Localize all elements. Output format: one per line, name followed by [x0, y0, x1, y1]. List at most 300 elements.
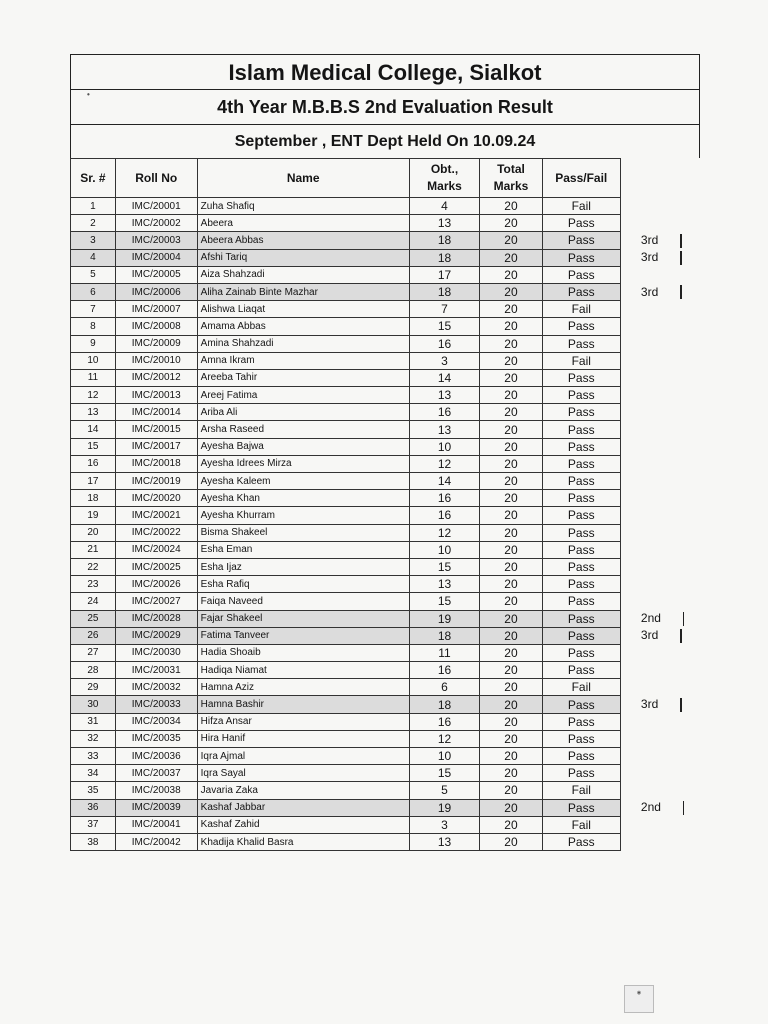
pass-fail-cell: Pass [542, 369, 620, 386]
rank-cell [620, 455, 699, 472]
table-row [71, 524, 700, 541]
roll-cell: IMC/20025 [115, 558, 197, 575]
pass-fail-cell: Fail [542, 679, 620, 696]
sr-cell: 2 [71, 215, 116, 232]
pass-fail-cell: Pass [542, 507, 620, 524]
rank-cell [620, 490, 699, 507]
rank-cell [620, 283, 699, 300]
rank-label: 3rd [640, 628, 659, 643]
roll-cell: IMC/20008 [115, 318, 197, 335]
col-obt-line2: Marks [427, 179, 462, 193]
obt-marks-cell: 19 [409, 799, 480, 816]
obt-marks-cell: 15 [409, 318, 480, 335]
table-row [71, 438, 700, 455]
pass-fail-cell: Fail [542, 352, 620, 369]
obt-marks-cell: 19 [409, 610, 480, 627]
col-obt-line1: Obt., [430, 162, 459, 176]
total-marks-cell: 20 [480, 352, 542, 369]
total-marks-cell: 20 [480, 318, 542, 335]
name-cell: Amama Abbas [197, 318, 409, 335]
obt-marks-cell: 12 [409, 455, 480, 472]
obt-marks-cell: 14 [409, 369, 480, 386]
rank-cell [620, 644, 699, 661]
name-cell: Hamna Aziz [197, 679, 409, 696]
obt-marks-cell: 12 [409, 524, 480, 541]
rank-cell [620, 352, 699, 369]
total-marks-cell: 20 [480, 558, 542, 575]
pass-fail-cell: Pass [542, 387, 620, 404]
rank-cell [620, 593, 699, 610]
sr-cell: 9 [71, 335, 116, 352]
total-marks-cell: 20 [480, 249, 542, 266]
name-cell: Javaria Zaka [197, 782, 409, 799]
rank-marker [680, 629, 682, 643]
obt-marks-cell: 10 [409, 748, 480, 765]
rank-cell [620, 438, 699, 455]
sr-cell: 33 [71, 748, 116, 765]
rank-marker [680, 251, 682, 265]
roll-cell: IMC/20015 [115, 421, 197, 438]
total-marks-cell: 20 [480, 576, 542, 593]
obt-marks-cell: 6 [409, 679, 480, 696]
sr-cell: 15 [71, 438, 116, 455]
name-cell: Hifza Ansar [197, 713, 409, 730]
obt-marks-cell: 7 [409, 301, 480, 318]
roll-cell: IMC/20037 [115, 765, 197, 782]
name-cell: Iqra Sayal [197, 765, 409, 782]
total-marks-cell: 20 [480, 283, 542, 300]
rank-label: 2nd [640, 800, 661, 815]
total-marks-cell: 20 [480, 644, 542, 661]
pass-fail-cell: Fail [542, 198, 620, 215]
roll-cell: IMC/20010 [115, 352, 197, 369]
pass-fail-cell: Pass [542, 662, 620, 679]
sr-cell: 32 [71, 730, 116, 747]
roll-cell: IMC/20027 [115, 593, 197, 610]
total-marks-cell: 20 [480, 232, 542, 249]
obt-marks-cell: 5 [409, 782, 480, 799]
obt-marks-cell: 15 [409, 765, 480, 782]
total-marks-cell: 20 [480, 266, 542, 283]
roll-cell: IMC/20024 [115, 541, 197, 558]
table-row [71, 369, 700, 386]
table-row [71, 833, 700, 850]
roll-cell: IMC/20002 [115, 215, 197, 232]
col-obt [409, 159, 480, 198]
rank-cell [620, 679, 699, 696]
total-marks-cell: 20 [480, 610, 542, 627]
obt-marks-cell: 3 [409, 816, 480, 833]
roll-cell: IMC/20014 [115, 404, 197, 421]
roll-cell: IMC/20042 [115, 833, 197, 850]
rank-cell [620, 524, 699, 541]
rank-marker [680, 234, 682, 248]
pass-fail-cell: Pass [542, 215, 620, 232]
name-cell: Faiqa Naveed [197, 593, 409, 610]
total-marks-cell: 20 [480, 816, 542, 833]
mark-dot: • [87, 90, 90, 99]
obt-marks-cell: 18 [409, 283, 480, 300]
obt-marks-cell: 18 [409, 627, 480, 644]
pass-fail-cell: Pass [542, 748, 620, 765]
roll-cell: IMC/20006 [115, 283, 197, 300]
table-row [71, 541, 700, 558]
roll-cell: IMC/20041 [115, 816, 197, 833]
name-cell: Ayesha Idrees Mirza [197, 455, 409, 472]
roll-cell: IMC/20017 [115, 438, 197, 455]
rank-cell [620, 266, 699, 283]
pass-fail-cell: Pass [542, 490, 620, 507]
rank-cell [620, 387, 699, 404]
total-marks-cell: 20 [480, 679, 542, 696]
name-cell: Khadija Khalid Basra [197, 833, 409, 850]
rank-label: 2nd [640, 611, 661, 626]
sr-cell: 18 [71, 490, 116, 507]
obt-marks-cell: 17 [409, 266, 480, 283]
rank-cell [620, 507, 699, 524]
roll-cell: IMC/20035 [115, 730, 197, 747]
obt-marks-cell: 16 [409, 490, 480, 507]
rank-cell [620, 232, 699, 249]
sr-cell: 24 [71, 593, 116, 610]
table-row [71, 765, 700, 782]
rank-label: 3rd [640, 250, 659, 265]
pass-fail-cell: Pass [542, 318, 620, 335]
pass-fail-cell: Pass [542, 799, 620, 816]
sr-cell: 4 [71, 249, 116, 266]
table-row [71, 301, 700, 318]
name-cell: Fajar Shakeel [197, 610, 409, 627]
pass-fail-cell: Pass [542, 232, 620, 249]
rank-label: 3rd [640, 233, 659, 248]
table-row [71, 455, 700, 472]
sr-cell: 6 [71, 283, 116, 300]
rank-cell [620, 696, 699, 713]
table-row [71, 352, 700, 369]
sr-cell: 5 [71, 266, 116, 283]
table-row [71, 198, 700, 215]
table-row [71, 473, 700, 490]
name-cell: Hamna Bashir [197, 696, 409, 713]
roll-cell: IMC/20018 [115, 455, 197, 472]
total-marks-cell: 20 [480, 335, 542, 352]
sr-cell: 22 [71, 558, 116, 575]
roll-cell: IMC/20019 [115, 473, 197, 490]
roll-cell: IMC/20031 [115, 662, 197, 679]
pass-fail-cell: Pass [542, 730, 620, 747]
table-header-row [71, 159, 700, 198]
sr-cell: 31 [71, 713, 116, 730]
roll-cell: IMC/20013 [115, 387, 197, 404]
roll-cell: IMC/20039 [115, 799, 197, 816]
rank-cell [620, 627, 699, 644]
sr-cell: 36 [71, 799, 116, 816]
total-marks-cell: 20 [480, 215, 542, 232]
name-cell: Iqra Ajmal [197, 748, 409, 765]
table-row [71, 421, 700, 438]
col-passfail: Pass/Fail [542, 159, 620, 198]
obt-marks-cell: 13 [409, 576, 480, 593]
obt-marks-cell: 16 [409, 713, 480, 730]
roll-cell: IMC/20026 [115, 576, 197, 593]
obt-marks-cell: 4 [409, 198, 480, 215]
roll-cell: IMC/20007 [115, 301, 197, 318]
pass-fail-cell: Pass [542, 696, 620, 713]
rank-cell [620, 816, 699, 833]
table-row [71, 610, 700, 627]
sr-cell: 23 [71, 576, 116, 593]
rank-cell [620, 318, 699, 335]
roll-cell: IMC/20034 [115, 713, 197, 730]
obt-marks-cell: 13 [409, 387, 480, 404]
scanner-watermark-icon: ◉ [624, 985, 654, 1013]
pass-fail-cell: Pass [542, 713, 620, 730]
sr-cell: 8 [71, 318, 116, 335]
rank-cell [620, 215, 699, 232]
sr-cell: 35 [71, 782, 116, 799]
name-cell: Esha Ijaz [197, 558, 409, 575]
rank-cell [620, 662, 699, 679]
roll-cell: IMC/20030 [115, 644, 197, 661]
pass-fail-cell: Pass [542, 421, 620, 438]
sr-cell: 1 [71, 198, 116, 215]
table-row [71, 558, 700, 575]
rank-cell [620, 404, 699, 421]
pass-fail-cell: Pass [542, 833, 620, 850]
obt-marks-cell: 18 [409, 232, 480, 249]
sr-cell: 17 [71, 473, 116, 490]
pass-fail-cell: Fail [542, 816, 620, 833]
rank-cell [620, 369, 699, 386]
table-body [71, 198, 700, 851]
name-cell: Areej Fatima [197, 387, 409, 404]
total-marks-cell: 20 [480, 507, 542, 524]
rank-cell [620, 249, 699, 266]
rank-label: 3rd [640, 284, 659, 299]
rank-cell [620, 748, 699, 765]
rank-cell [620, 301, 699, 318]
pass-fail-cell: Pass [542, 541, 620, 558]
sr-cell: 37 [71, 816, 116, 833]
total-marks-cell: 20 [480, 662, 542, 679]
pass-fail-cell: Pass [542, 610, 620, 627]
sr-cell: 12 [71, 387, 116, 404]
obt-marks-cell: 15 [409, 593, 480, 610]
table-row [71, 782, 700, 799]
total-marks-cell: 20 [480, 404, 542, 421]
obt-marks-cell: 18 [409, 249, 480, 266]
table-row [71, 644, 700, 661]
total-marks-cell: 20 [480, 748, 542, 765]
obt-marks-cell: 13 [409, 421, 480, 438]
col-roll: Roll No [115, 159, 197, 198]
name-cell: Fatima Tanveer [197, 627, 409, 644]
pass-fail-cell: Pass [542, 524, 620, 541]
rank-cell [620, 576, 699, 593]
total-marks-cell: 20 [480, 438, 542, 455]
table-row [71, 404, 700, 421]
table-row [71, 249, 700, 266]
pass-fail-cell: Pass [542, 335, 620, 352]
table-row [71, 490, 700, 507]
sr-cell: 16 [71, 455, 116, 472]
table-row [71, 283, 700, 300]
total-marks-cell: 20 [480, 627, 542, 644]
name-cell: Aliha Zainab Binte Mazhar [197, 283, 409, 300]
college-name: Islam Medical College, Sialkot [228, 60, 542, 85]
name-cell: Areeba Tahir [197, 369, 409, 386]
name-cell: Amina Shahzadi [197, 335, 409, 352]
total-marks-cell: 20 [480, 301, 542, 318]
table-row [71, 507, 700, 524]
col-total-line1: Total [497, 162, 525, 176]
name-cell: Abeera [197, 215, 409, 232]
obt-marks-cell: 16 [409, 662, 480, 679]
table-row [71, 679, 700, 696]
roll-cell: IMC/20020 [115, 490, 197, 507]
total-marks-cell: 20 [480, 421, 542, 438]
roll-cell: IMC/20032 [115, 679, 197, 696]
table-row [71, 730, 700, 747]
total-marks-cell: 20 [480, 541, 542, 558]
name-cell: Esha Eman [197, 541, 409, 558]
table-row [71, 748, 700, 765]
rank-cell [620, 610, 699, 627]
sr-cell: 28 [71, 662, 116, 679]
rank-cell [620, 833, 699, 850]
sr-cell: 34 [71, 765, 116, 782]
obt-marks-cell: 16 [409, 507, 480, 524]
pass-fail-cell: Pass [542, 249, 620, 266]
table-row [71, 215, 700, 232]
pass-fail-cell: Pass [542, 765, 620, 782]
name-cell: Aiza Shahzadi [197, 266, 409, 283]
total-marks-cell: 20 [480, 799, 542, 816]
table-row [71, 335, 700, 352]
col-sr: Sr. # [71, 159, 116, 198]
table-row [71, 232, 700, 249]
roll-cell: IMC/20004 [115, 249, 197, 266]
rank-marker [683, 612, 685, 626]
total-marks-cell: 20 [480, 387, 542, 404]
sr-cell: 21 [71, 541, 116, 558]
obt-marks-cell: 18 [409, 696, 480, 713]
table-row [71, 696, 700, 713]
table-row [71, 387, 700, 404]
rank-cell [620, 713, 699, 730]
name-cell: Ayesha Kaleem [197, 473, 409, 490]
col-total [480, 159, 542, 198]
name-cell: Hadiqa Niamat [197, 662, 409, 679]
sr-cell: 20 [71, 524, 116, 541]
total-marks-cell: 20 [480, 833, 542, 850]
total-marks-cell: 20 [480, 198, 542, 215]
pass-fail-cell: Pass [542, 644, 620, 661]
sr-cell: 10 [71, 352, 116, 369]
name-cell: Hira Hanif [197, 730, 409, 747]
sr-cell: 13 [71, 404, 116, 421]
total-marks-cell: 20 [480, 713, 542, 730]
name-cell: Bisma Shakeel [197, 524, 409, 541]
name-cell: Zuha Shafiq [197, 198, 409, 215]
roll-cell: IMC/20029 [115, 627, 197, 644]
sr-cell: 26 [71, 627, 116, 644]
pass-fail-cell: Pass [542, 266, 620, 283]
college-title [70, 54, 700, 99]
name-cell: Kashaf Jabbar [197, 799, 409, 816]
rank-cell [620, 765, 699, 782]
total-marks-cell: 20 [480, 369, 542, 386]
name-cell: Ariba Ali [197, 404, 409, 421]
pass-fail-cell: Pass [542, 627, 620, 644]
obt-marks-cell: 11 [409, 644, 480, 661]
total-marks-cell: 20 [480, 473, 542, 490]
name-cell: Ayesha Khan [197, 490, 409, 507]
rank-marker [683, 801, 685, 815]
table-row [71, 318, 700, 335]
roll-cell: IMC/20038 [115, 782, 197, 799]
table-row [71, 576, 700, 593]
name-cell: Esha Rafiq [197, 576, 409, 593]
pass-fail-cell: Pass [542, 404, 620, 421]
obt-marks-cell: 12 [409, 730, 480, 747]
total-marks-cell: 20 [480, 593, 542, 610]
roll-cell: IMC/20001 [115, 198, 197, 215]
obt-marks-cell: 14 [409, 473, 480, 490]
sr-cell: 7 [71, 301, 116, 318]
total-marks-cell: 20 [480, 782, 542, 799]
obt-marks-cell: 13 [409, 215, 480, 232]
rank-label: 3rd [640, 697, 659, 712]
sr-cell: 38 [71, 833, 116, 850]
roll-cell: IMC/20012 [115, 369, 197, 386]
table-row [71, 662, 700, 679]
rank-cell [620, 335, 699, 352]
col-total-line2: Marks [493, 179, 529, 193]
total-marks-cell: 20 [480, 696, 542, 713]
table-row [71, 266, 700, 283]
result-table [70, 158, 700, 851]
rank-cell [620, 198, 699, 215]
obt-marks-cell: 15 [409, 558, 480, 575]
roll-cell: IMC/20005 [115, 266, 197, 283]
name-cell: Abeera Abbas [197, 232, 409, 249]
obt-marks-cell: 16 [409, 404, 480, 421]
rank-marker [680, 698, 682, 712]
name-cell: Hadia Shoaib [197, 644, 409, 661]
roll-cell: IMC/20021 [115, 507, 197, 524]
col-name: Name [197, 159, 409, 198]
rank-cell [620, 799, 699, 816]
pass-fail-cell: Pass [542, 576, 620, 593]
obt-marks-cell: 10 [409, 438, 480, 455]
pass-fail-cell: Pass [542, 558, 620, 575]
name-cell: Ayesha Bajwa [197, 438, 409, 455]
sr-cell: 3 [71, 232, 116, 249]
rank-cell [620, 730, 699, 747]
pass-fail-cell: Pass [542, 438, 620, 455]
sr-cell: 27 [71, 644, 116, 661]
sr-cell: 29 [71, 679, 116, 696]
table-row [71, 799, 700, 816]
name-cell: Alishwa Liaqat [197, 301, 409, 318]
name-cell: Afshi Tariq [197, 249, 409, 266]
name-cell: Kashaf Zahid [197, 816, 409, 833]
roll-cell: IMC/20033 [115, 696, 197, 713]
result-sheet [70, 54, 700, 851]
sr-cell: 14 [71, 421, 116, 438]
pass-fail-cell: Pass [542, 593, 620, 610]
